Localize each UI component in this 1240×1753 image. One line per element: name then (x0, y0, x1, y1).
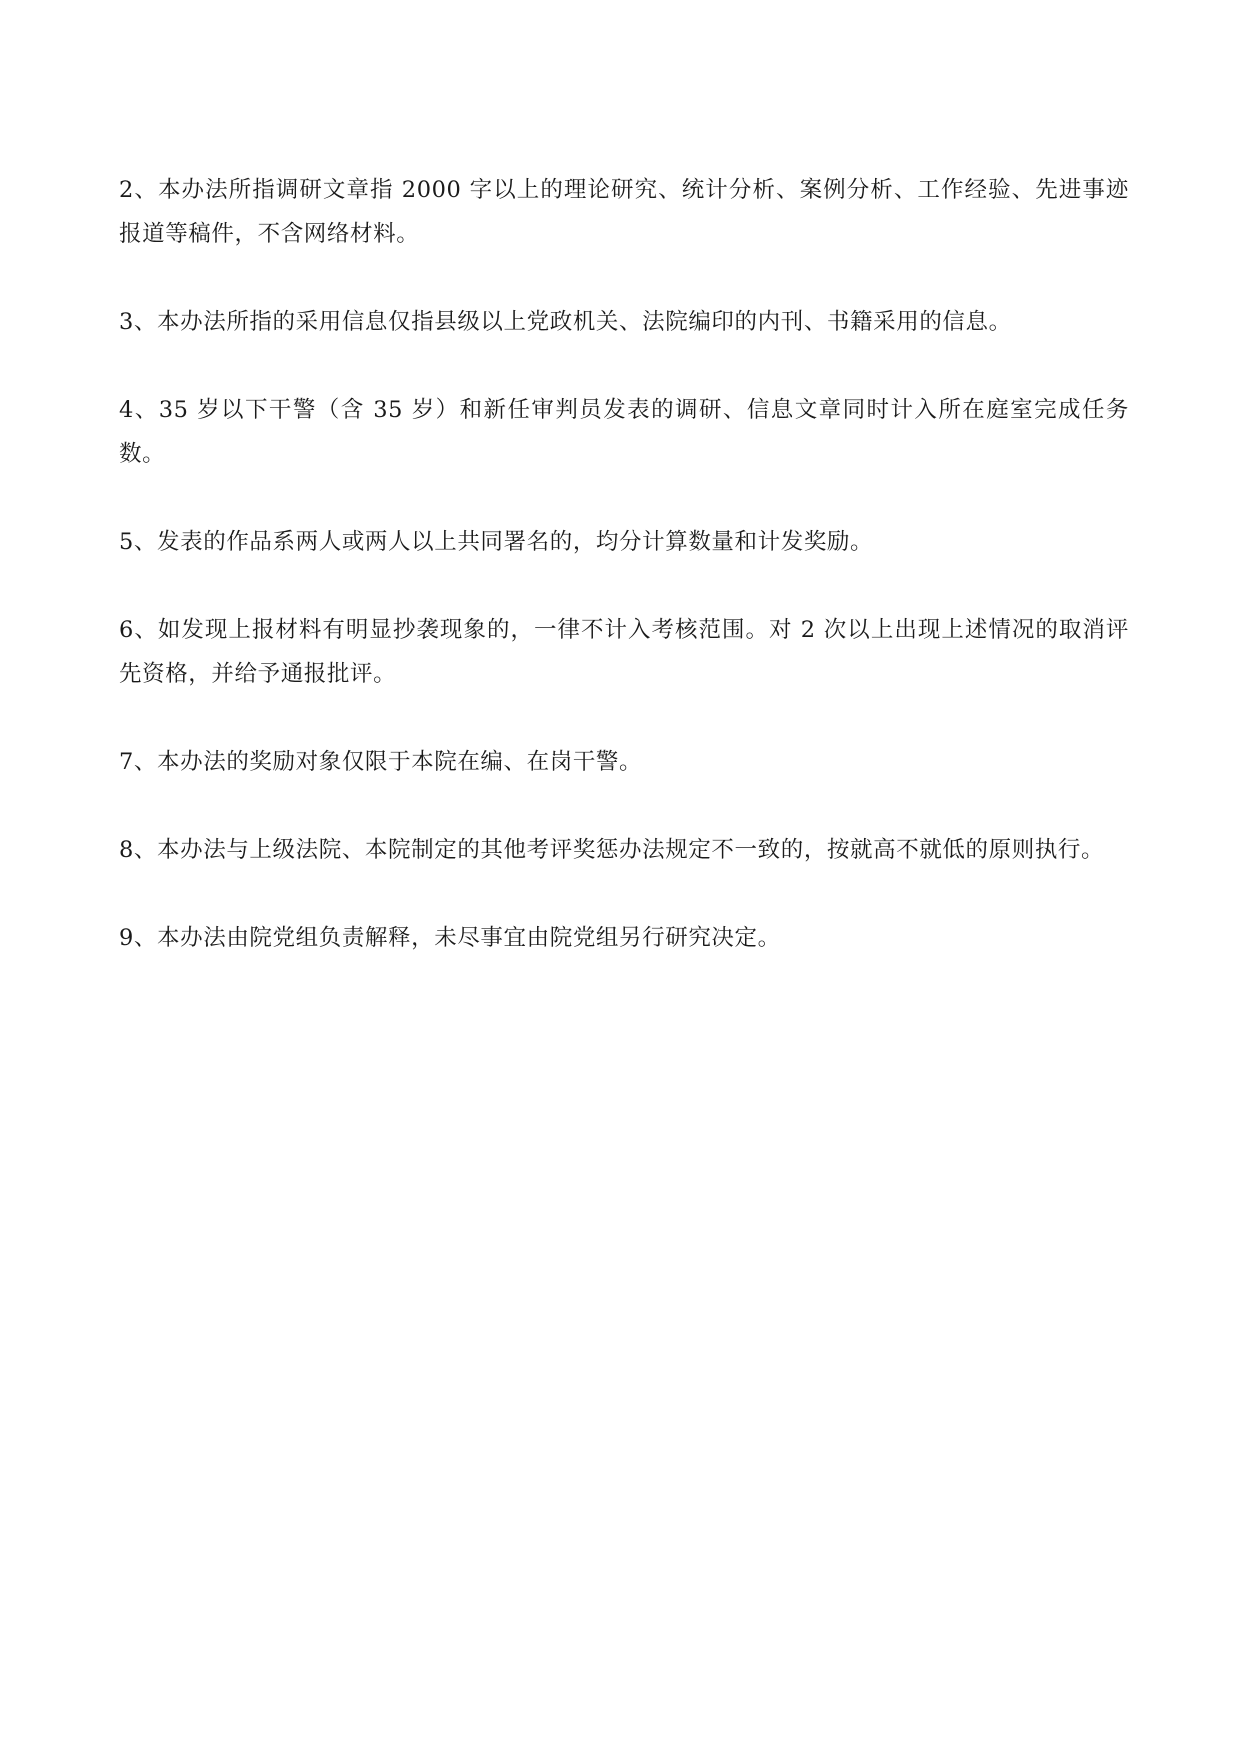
document-body (119, 168, 1129, 1004)
article-7: 7、本办法的奖励对象仅限于本院在编、在岗干警。 (119, 749, 643, 775)
article-8: 8、本办法与上级法院、本院制定的其他考评奖惩办法规定不一致的，按就高不就低的原则执行。 (119, 837, 1105, 863)
article-9: 9、本办法由院党组负责解释，未尽事宜由院党组另行研究决定。 (119, 925, 781, 951)
article-6: 6、如发现上报材料有明显抄袭现象的，一律不计入考核范围。对 2 次以上出现上述情况的取消评先资格，并给予通报批评。 (119, 617, 1129, 687)
article-2: 2、本办法所指调研文章指 2000 字以上的理论研究、统计分析、案例分析、工作经验、先进事迹报道等稿件，不含网络材料。 (119, 177, 1129, 247)
article-4: 4、35 岁以下干警（含 35 岁）和新任审判员发表的调研、信息文章同时计入所在庭室完成任务数。 (119, 397, 1129, 467)
article-5: 5、发表的作品系两人或两人以上共同署名的，均分计算数量和计发奖励。 (119, 529, 874, 555)
article-3: 3、本办法所指的采用信息仅指县级以上党政机关、法院编印的内刊、书籍采用的信息。 (119, 309, 1012, 335)
